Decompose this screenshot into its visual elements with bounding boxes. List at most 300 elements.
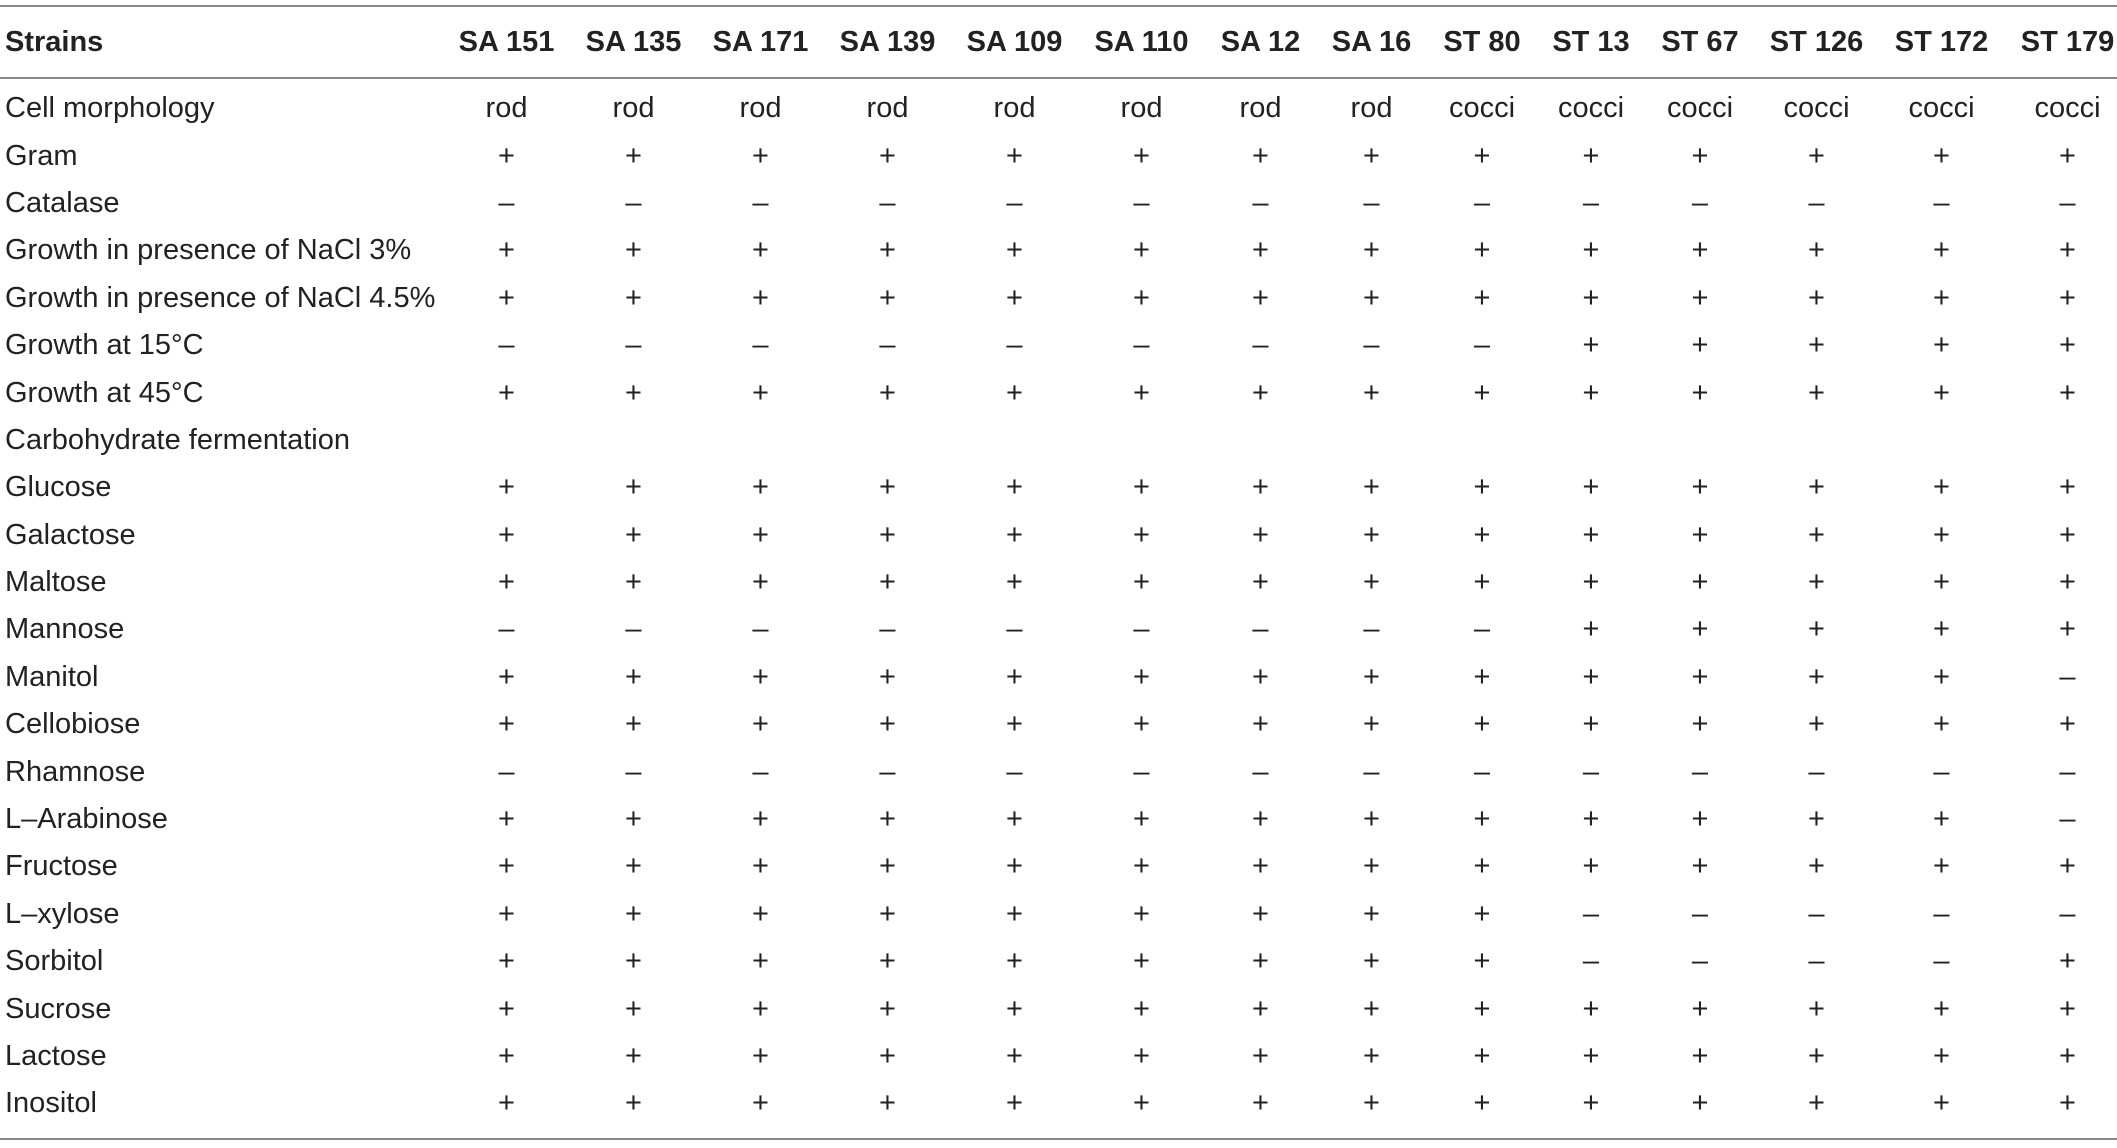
table-cell: + xyxy=(1933,234,1950,267)
table-cell: + xyxy=(752,376,769,409)
table-cell: + xyxy=(1006,234,1023,267)
table-cell: + xyxy=(1808,613,1825,646)
table-cell: – xyxy=(1006,186,1023,219)
table-cell: + xyxy=(1363,660,1380,693)
table-cell: + xyxy=(1808,850,1825,883)
table-cell: + xyxy=(1363,803,1380,836)
table-cell: – xyxy=(879,186,896,219)
table-cell: + xyxy=(2059,850,2076,883)
table-cell: + xyxy=(625,850,642,883)
table-cell: + xyxy=(2059,518,2076,551)
table-cell: – xyxy=(1252,186,1269,219)
table-row xyxy=(0,78,2117,132)
table-cell: + xyxy=(1363,945,1380,978)
table-cell: – xyxy=(752,186,769,219)
table-cell: + xyxy=(1473,708,1491,741)
table-cell: + xyxy=(2059,708,2076,741)
strain-header: ST 13 xyxy=(1552,25,1630,58)
table-cell: + xyxy=(1808,329,1825,362)
table-cell: + xyxy=(752,897,769,930)
table-cell: + xyxy=(1133,850,1150,883)
table-cell: + xyxy=(2059,992,2076,1025)
table-cell: + xyxy=(1006,708,1023,741)
table-cell: + xyxy=(1006,1087,1023,1120)
table-cell: + xyxy=(2059,1087,2076,1120)
table-cell: + xyxy=(625,1087,642,1120)
table-cell: + xyxy=(498,139,515,172)
table-cell: + xyxy=(1582,376,1600,409)
table-cell: + xyxy=(879,139,896,172)
table-cell: + xyxy=(1006,660,1023,693)
table-row xyxy=(0,275,2117,322)
table-cell xyxy=(697,417,824,464)
row-label: Lactose xyxy=(5,1040,107,1072)
table-cell: cocci xyxy=(1666,92,1734,125)
table-cell: + xyxy=(1473,281,1491,314)
table-cell: + xyxy=(1363,566,1380,599)
table-row xyxy=(0,322,2117,369)
strain-header: SA 12 xyxy=(1220,25,1301,58)
table-cell: + xyxy=(1691,281,1709,314)
table-cell: + xyxy=(1363,376,1380,409)
table-cell: + xyxy=(1582,660,1600,693)
table-cell: + xyxy=(1691,613,1709,646)
table-cell: + xyxy=(1252,803,1269,836)
row-label: Fructose xyxy=(5,850,118,883)
table-row xyxy=(0,464,2117,511)
table-cell: – xyxy=(1252,329,1269,362)
table-cell: – xyxy=(1473,329,1491,362)
table-cell: + xyxy=(752,1040,769,1072)
table-cell: + xyxy=(1006,471,1023,504)
table-row xyxy=(0,985,2117,1032)
table-cell: – xyxy=(1808,945,1825,978)
strain-header: ST 67 xyxy=(1661,25,1739,58)
table-cell: + xyxy=(1363,1040,1380,1072)
table-cell: – xyxy=(1582,945,1600,978)
table-row xyxy=(0,512,2117,559)
table-cell: + xyxy=(1006,850,1023,883)
table-cell: + xyxy=(1133,281,1150,314)
table-cell: + xyxy=(1133,992,1150,1025)
table-cell: + xyxy=(1133,471,1150,504)
table-row xyxy=(0,417,2117,464)
strain-header: SA 171 xyxy=(712,25,809,58)
strain-header: ST 172 xyxy=(1894,25,1989,58)
table-cell: + xyxy=(879,945,896,978)
strain-header: SA 151 xyxy=(458,25,555,58)
table-cell: + xyxy=(1691,566,1709,599)
table-cell: – xyxy=(498,186,515,219)
table-cell: + xyxy=(1582,708,1600,741)
table-cell: + xyxy=(1933,376,1950,409)
table-row xyxy=(0,654,2117,701)
table-cell: + xyxy=(1363,471,1380,504)
table-cell: + xyxy=(625,518,642,551)
table-cell: + xyxy=(752,518,769,551)
table-cell: + xyxy=(1006,139,1023,172)
table-cell: – xyxy=(1808,755,1825,788)
table-row xyxy=(0,938,2117,985)
table-cell: – xyxy=(2059,803,2076,836)
table-cell: + xyxy=(498,376,515,409)
table-row xyxy=(0,1033,2117,1080)
row-label: Maltose xyxy=(5,566,107,599)
table-cell xyxy=(1205,417,1316,464)
table-cell: + xyxy=(498,850,515,883)
table-cell: – xyxy=(1252,755,1269,788)
table-cell: + xyxy=(625,376,642,409)
table-cell xyxy=(1427,417,1537,464)
table-cell: + xyxy=(1252,1087,1269,1120)
table-cell: + xyxy=(1691,850,1709,883)
table-row xyxy=(0,701,2117,748)
strain-header: SA 139 xyxy=(839,25,936,58)
table-cell: + xyxy=(498,660,515,693)
table-cell: + xyxy=(1933,613,1950,646)
table-cell: + xyxy=(1473,992,1491,1025)
table-cell: – xyxy=(1933,945,1950,978)
table-header-row xyxy=(0,6,2117,78)
strain-characteristics-table xyxy=(0,5,2117,1140)
table-cell: + xyxy=(2059,945,2076,978)
strain-header: ST 179 xyxy=(2020,25,2115,58)
table-cell: + xyxy=(879,660,896,693)
table-cell: – xyxy=(1473,186,1491,219)
table-cell: + xyxy=(1473,234,1491,267)
table-cell: – xyxy=(1363,755,1380,788)
table-cell: – xyxy=(2059,897,2076,930)
table-row xyxy=(0,606,2117,653)
table-cell: + xyxy=(2059,1040,2076,1072)
table-cell: – xyxy=(879,329,896,362)
table-cell: + xyxy=(1691,1040,1709,1072)
table-cell: – xyxy=(1691,897,1709,930)
table-cell: – xyxy=(1933,186,1950,219)
row-label: Cellobiose xyxy=(5,708,141,741)
table-row xyxy=(0,227,2117,274)
table-cell: + xyxy=(1133,660,1150,693)
table-cell: + xyxy=(1933,1087,1950,1120)
table-cell: rod xyxy=(739,92,782,125)
table-cell xyxy=(443,417,570,464)
table-cell: + xyxy=(1933,471,1950,504)
table-cell: + xyxy=(1933,1040,1950,1072)
table-cell xyxy=(1316,417,1427,464)
table-cell: + xyxy=(498,803,515,836)
table-cell xyxy=(2005,417,2117,464)
table-cell: + xyxy=(1006,897,1023,930)
table-cell: + xyxy=(1933,139,1950,172)
table-cell: + xyxy=(1252,139,1269,172)
row-label: Manitol xyxy=(5,660,99,693)
table-cell: + xyxy=(1808,566,1825,599)
table-cell: – xyxy=(1582,755,1600,788)
table-cell: + xyxy=(1933,518,1950,551)
table-cell: – xyxy=(625,613,642,646)
table-cell: + xyxy=(1933,329,1950,362)
table-cell: – xyxy=(1933,897,1950,930)
table-cell: – xyxy=(1363,329,1380,362)
table-cell: – xyxy=(1473,613,1491,646)
row-label: Rhamnose xyxy=(5,755,146,788)
table-cell xyxy=(824,417,951,464)
table-cell: + xyxy=(1933,566,1950,599)
table-cell: + xyxy=(1006,992,1023,1025)
table-cell: + xyxy=(1006,376,1023,409)
table-cell: + xyxy=(2059,376,2076,409)
table-cell: – xyxy=(1252,613,1269,646)
table-cell: + xyxy=(752,281,769,314)
table-cell: + xyxy=(879,518,896,551)
strain-header: SA 135 xyxy=(585,25,682,58)
table-cell: + xyxy=(1582,613,1600,646)
table-cell: + xyxy=(752,992,769,1025)
table-row xyxy=(0,1080,2117,1138)
table-cell: – xyxy=(2059,660,2076,693)
table-cell: rod xyxy=(612,92,655,125)
table-cell: + xyxy=(1473,471,1491,504)
table-row xyxy=(0,843,2117,890)
table-cell: + xyxy=(2059,471,2076,504)
table-cell: + xyxy=(498,566,515,599)
table-cell: – xyxy=(1006,755,1023,788)
table-cell: – xyxy=(1473,755,1491,788)
table-cell: rod xyxy=(485,92,528,125)
table-cell: – xyxy=(625,755,642,788)
table-cell: cocci xyxy=(1448,92,1516,125)
table-cell: + xyxy=(625,992,642,1025)
table-cell: + xyxy=(1133,139,1150,172)
table-cell: + xyxy=(1933,992,1950,1025)
table-cell: cocci xyxy=(1908,92,1975,125)
table-cell: + xyxy=(498,281,515,314)
table-cell: + xyxy=(625,803,642,836)
row-label: Growth at 15°C xyxy=(5,329,204,362)
table-cell: – xyxy=(498,613,515,646)
table-cell: + xyxy=(879,803,896,836)
table-cell: + xyxy=(1473,897,1491,930)
table-cell: + xyxy=(2059,139,2076,172)
table-row xyxy=(0,132,2117,179)
table-cell: + xyxy=(1252,281,1269,314)
table-cell: + xyxy=(1582,281,1600,314)
table-cell: + xyxy=(1133,518,1150,551)
table-cell: + xyxy=(752,566,769,599)
table-cell: + xyxy=(752,660,769,693)
table-cell: + xyxy=(1808,376,1825,409)
table-cell: – xyxy=(1133,329,1150,362)
table-cell: rod xyxy=(1239,92,1282,125)
table-cell: + xyxy=(879,471,896,504)
table-cell: + xyxy=(1363,850,1380,883)
row-label: Cell morphology xyxy=(5,92,215,125)
table-cell: – xyxy=(1133,613,1150,646)
table-cell: + xyxy=(1691,234,1709,267)
table-cell: + xyxy=(1252,376,1269,409)
table-cell: – xyxy=(498,329,515,362)
table-cell: + xyxy=(1691,139,1709,172)
table-cell: – xyxy=(1808,186,1825,219)
table-cell: + xyxy=(2059,234,2076,267)
strain-header: SA 16 xyxy=(1331,25,1412,58)
table-cell: + xyxy=(1808,471,1825,504)
strain-header: SA 109 xyxy=(966,25,1063,58)
table-cell: + xyxy=(1363,897,1380,930)
table-cell: rod xyxy=(1350,92,1393,125)
table-cell: + xyxy=(752,850,769,883)
table-cell: + xyxy=(498,1040,515,1072)
row-label: Inositol xyxy=(5,1087,97,1120)
table-cell: + xyxy=(498,945,515,978)
table-cell: + xyxy=(1691,376,1709,409)
table-cell: + xyxy=(625,139,642,172)
table-cell: + xyxy=(1691,708,1709,741)
table-cell: + xyxy=(1808,803,1825,836)
table-cell: + xyxy=(625,1040,642,1072)
table-cell: + xyxy=(1808,1040,1825,1072)
table-cell: – xyxy=(1691,755,1709,788)
table-cell: + xyxy=(1473,1087,1491,1120)
table-cell: + xyxy=(1252,708,1269,741)
table-cell xyxy=(1537,417,1645,464)
table-cell: + xyxy=(1808,139,1825,172)
table-cell: + xyxy=(1808,992,1825,1025)
table-cell: – xyxy=(752,329,769,362)
table-cell: – xyxy=(1133,186,1150,219)
table-cell: + xyxy=(1691,1087,1709,1120)
table-cell: + xyxy=(1582,471,1600,504)
table-cell: + xyxy=(2059,613,2076,646)
table-cell: rod xyxy=(866,92,909,125)
table-cell: + xyxy=(752,708,769,741)
table-cell xyxy=(1078,417,1205,464)
table-cell: – xyxy=(1808,897,1825,930)
table-cell: + xyxy=(498,1087,515,1120)
strain-header: SA 110 xyxy=(1094,25,1189,58)
table-cell: + xyxy=(625,897,642,930)
table-cell: – xyxy=(1691,945,1709,978)
table-cell xyxy=(570,417,697,464)
table-cell: + xyxy=(625,708,642,741)
table-cell: + xyxy=(1691,518,1709,551)
table-row xyxy=(0,748,2117,795)
table-cell: + xyxy=(752,234,769,267)
table-cell xyxy=(1645,417,1755,464)
row-label: Carbohydrate fermentation xyxy=(5,423,350,456)
row-label: Mannose xyxy=(5,613,125,646)
table-cell: + xyxy=(1133,234,1150,267)
table-cell: + xyxy=(2059,281,2076,314)
table-cell: – xyxy=(752,613,769,646)
table-cell: + xyxy=(1473,850,1491,883)
table-cell: + xyxy=(752,1087,769,1120)
table-cell: + xyxy=(1933,850,1950,883)
table-cell: + xyxy=(752,945,769,978)
table-cell: + xyxy=(1933,803,1950,836)
table-cell: – xyxy=(1006,613,1023,646)
table-cell: + xyxy=(1691,803,1709,836)
table-row xyxy=(0,891,2117,938)
row-label: Growth at 45°C xyxy=(5,376,204,409)
table-cell: + xyxy=(1252,850,1269,883)
table-cell: + xyxy=(1808,708,1825,741)
table-cell: + xyxy=(1006,518,1023,551)
table-cell xyxy=(951,417,1078,464)
table-cell: + xyxy=(1252,992,1269,1025)
table-cell: + xyxy=(498,992,515,1025)
table-cell: – xyxy=(625,186,642,219)
table-cell: + xyxy=(625,945,642,978)
table-cell: – xyxy=(1133,755,1150,788)
table-cell: – xyxy=(1582,897,1600,930)
table-cell: – xyxy=(1933,755,1950,788)
table-cell: + xyxy=(1582,566,1600,599)
table-cell: + xyxy=(1933,660,1950,693)
table-cell: + xyxy=(1582,329,1600,362)
table-cell: + xyxy=(1252,660,1269,693)
row-label: Glucose xyxy=(5,471,112,504)
table-cell: + xyxy=(1473,518,1491,551)
table-cell: + xyxy=(879,566,896,599)
table-cell: – xyxy=(1363,186,1380,219)
table-cell: + xyxy=(1691,660,1709,693)
table-cell: + xyxy=(498,234,515,267)
table-cell: – xyxy=(879,613,896,646)
row-label: L–Arabinose xyxy=(5,803,168,836)
table-cell: + xyxy=(1582,518,1600,551)
table-cell: + xyxy=(498,518,515,551)
table-cell: – xyxy=(2059,186,2076,219)
row-label: L–xylose xyxy=(5,897,120,930)
row-label: Catalase xyxy=(5,186,120,219)
table-cell: + xyxy=(1582,992,1600,1025)
row-label: Sorbitol xyxy=(5,945,104,978)
table-cell: + xyxy=(879,992,896,1025)
table-cell: – xyxy=(498,755,515,788)
table-cell: + xyxy=(625,234,642,267)
table-cell: + xyxy=(1691,471,1709,504)
table-cell xyxy=(1755,417,1878,464)
table-cell: + xyxy=(1006,566,1023,599)
table-cell: + xyxy=(1133,566,1150,599)
table-cell: + xyxy=(1133,376,1150,409)
table-cell: + xyxy=(879,376,896,409)
table-cell: + xyxy=(1808,234,1825,267)
table-cell: + xyxy=(625,471,642,504)
table-cell: + xyxy=(1133,1087,1150,1120)
table-cell: + xyxy=(1006,1040,1023,1072)
table-cell: + xyxy=(625,660,642,693)
table-cell: + xyxy=(1473,139,1491,172)
table-cell: + xyxy=(1363,139,1380,172)
table-row xyxy=(0,180,2117,227)
table-cell: + xyxy=(1252,234,1269,267)
strains-header: Strains xyxy=(5,25,104,58)
table-cell: + xyxy=(879,1087,896,1120)
table-cell: + xyxy=(1473,1040,1491,1072)
strain-header: ST 126 xyxy=(1769,25,1864,58)
table-cell: + xyxy=(879,897,896,930)
table-cell: + xyxy=(1808,1087,1825,1120)
table-cell: + xyxy=(1252,566,1269,599)
table-cell: + xyxy=(1363,518,1380,551)
table-cell: + xyxy=(752,139,769,172)
table-cell: + xyxy=(1473,945,1491,978)
table-cell: + xyxy=(2059,566,2076,599)
table-cell: – xyxy=(1363,613,1380,646)
table-cell: + xyxy=(1252,1040,1269,1072)
